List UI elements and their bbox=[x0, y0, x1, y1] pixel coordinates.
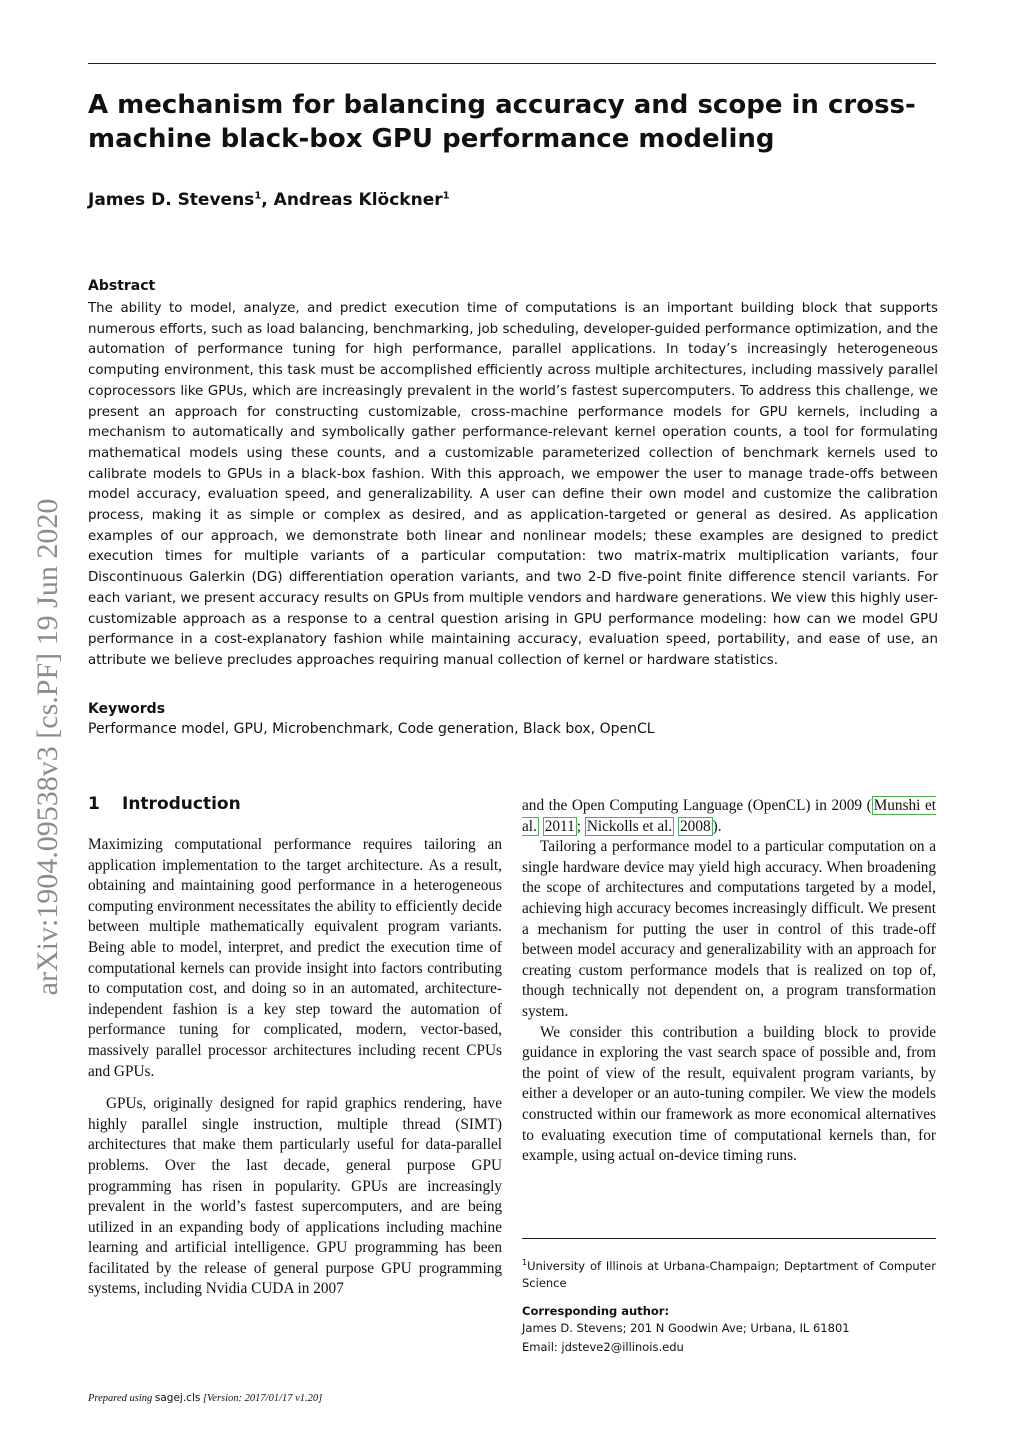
author-separator: , bbox=[261, 190, 274, 210]
footer-version: [Version: 2017/01/17 v1.20] bbox=[200, 1393, 323, 1404]
affiliation-footnote bbox=[522, 1254, 936, 1292]
paragraph-text: ). bbox=[712, 817, 722, 835]
corresponding-author-email: Email: jdsteve2@illinois.edu bbox=[522, 1340, 684, 1354]
footer-class-file: sagej.cls bbox=[154, 1392, 201, 1404]
keywords-heading: Keywords bbox=[88, 701, 166, 717]
citation-separator: ; bbox=[576, 817, 585, 835]
section-number: 1 bbox=[88, 794, 100, 814]
citation-link[interactable] bbox=[585, 817, 674, 836]
abstract-body: The ability to model, analyze, and predict execution time of computations is an important building block that supports numerous efforts, such as load balancing, benchmarking, job scheduling, developer-guided performance optimization, and the automation of performance tuning for high performance, parallel applications. In today’s increasingly heterogeneous computing environment, this task must be accomplished efficiently across multiple architectures, including massively parallel coprocessors like GPUs, which are increasingly prevalent in the world’s fastest supercomputers. To address this challenge, we present an approach for constructing customizable, cross-machine performance models for GPU kernels, including a mechanism to automatically and symbolically gather performance-relevant kernel operation counts, a tool for formulating mathematical models using these counts, and a customizable parameterized collection of benchmark kernels used to calibrate models to GPUs in a black-box fashion. With this approach, we empower the user to manage trade-offs between model accuracy, evaluation speed, and generalizability. A user can define their own model and customize the calibration process, making it as simple or complex as desired, and as application-targeted or general as desired. As application examples of our approach, we demonstrate both linear and nonlinear models; these examples are designed to predict execution times for multiple variants of a particular computation: two matrix-matrix multiplication variants, four Discontinuous Galerkin (DG) differentiation operation variants, and two 2-D five-point finite difference stencil variants. For each variant, we present accuracy results on GPUs from multiple vendors and hardware generations. We view this highly user-customizable approach as a response to a central question arising in GPU performance modeling: how can we model GPU performance in a cost-explanatory fashion while maintaining accuracy, evaluation speed, portability, and ease of use, an attribute we believe precludes approaches requiring manual collection of kernel or hardware statistics. bbox=[88, 301, 938, 668]
affiliation-marker: 1 bbox=[254, 190, 262, 202]
paragraph: GPUs, originally designed for rapid graphics rendering, have highly parallel single instruction, multiple thread (SIMT) architectures that make them particularly useful for data-parallel problems. Over the last decade, general purpose GPU programming has risen in popularity. GPUs are increasingly prevalent in the world’s fastest supercomputers, and are being utilized in an expanding body of applications including machine learning and artificial intelligence. GPU programming has been facilitated by the release of general purpose GPU programming systems, including Nvidia CUDA in 2007 bbox=[88, 1095, 502, 1298]
right-column bbox=[522, 796, 936, 1167]
section-title: Introduction bbox=[122, 794, 241, 814]
paper-title: A mechanism for balancing accuracy and scope in cross-machine black-box GPU performance modeling bbox=[88, 90, 916, 154]
paragraph-text: and the Open Computing Language (OpenCL) in 2009 ( bbox=[522, 797, 872, 814]
corresponding-author-address: James D. Stevens; 201 N Goodwin Ave; Urbana, IL 61801 bbox=[522, 1321, 850, 1335]
keywords-body: Performance model, GPU, Microbenchmark, Code generation, Black box, OpenCL bbox=[88, 721, 655, 737]
arxiv-identifier: arXiv:1904.09538v3 [cs.PF] 19 Jun 2020 bbox=[31, 498, 64, 996]
page-footer bbox=[88, 1392, 322, 1404]
citation-year: 2008 bbox=[680, 817, 711, 835]
citation-link[interactable] bbox=[543, 817, 577, 836]
affiliation-marker: 1 bbox=[442, 190, 450, 202]
paragraph: Maximizing computational performance requires tailoring an application implementation to the target architecture. As a result, obtaining and maintaining good performance in a heterogeneous computing environment necessitates the ability to efficiently decide between multiple mathematically equivalent program variants. Being able to model, interpret, and predict the execution time of computational kernels can provide insight into factors contributing to computation cost, and doing so in an automated, architecture-independent fashion is a key step toward the automation of performance tuning for complicated, modern, vector-based, massively parallel processor architectures including recent CPUs and GPUs. bbox=[88, 836, 502, 1080]
left-column bbox=[88, 835, 502, 1300]
abstract-heading: Abstract bbox=[88, 278, 156, 294]
author-name: James D. Stevens bbox=[88, 190, 255, 210]
corresponding-author-label: Corresponding author: bbox=[522, 1304, 670, 1318]
paragraph bbox=[522, 796, 936, 837]
paragraph: Tailoring a performance model to a particular computation on a single hardware device may yield high accuracy. When broadening the scope of architectures and computations targeted by a model, achieving high accuracy becomes increasingly difficult. We present a mechanism for putting the user in control of this trade-off between model accuracy and generalizability with an approach for creating custom performance models that is realized on top of, though technically not dependent on, a program transformation system. bbox=[522, 838, 936, 1020]
citation-author: Munshi et al. bbox=[522, 797, 936, 835]
footer-prefix: Prepared using bbox=[88, 1393, 155, 1404]
author-name: Andreas Klöckner bbox=[273, 190, 443, 210]
footnote-rule bbox=[522, 1238, 936, 1239]
citation-year: 2011 bbox=[544, 817, 575, 835]
affiliation-text: University of Illinois at Urbana-Champaign; Deptartment of Computer Science bbox=[522, 1258, 936, 1290]
top-rule bbox=[88, 63, 936, 64]
section-heading bbox=[88, 794, 241, 814]
paragraph: We consider this contribution a building block to provide guidance in exploring the vast search space of possible and, from the point of view of the result, equivalent program variants, by either a developer or an auto-tuning compiler. We view the models constructed within our framework as more economical alternatives to evaluating execution time of computational kernels than, for example, using actual on-device timing runs. bbox=[522, 1023, 936, 1165]
citation-link[interactable] bbox=[678, 817, 713, 836]
affiliation-marker: 1 bbox=[522, 1258, 528, 1267]
citation-author: Nickolls et al. bbox=[586, 817, 673, 835]
author-line bbox=[88, 190, 450, 210]
